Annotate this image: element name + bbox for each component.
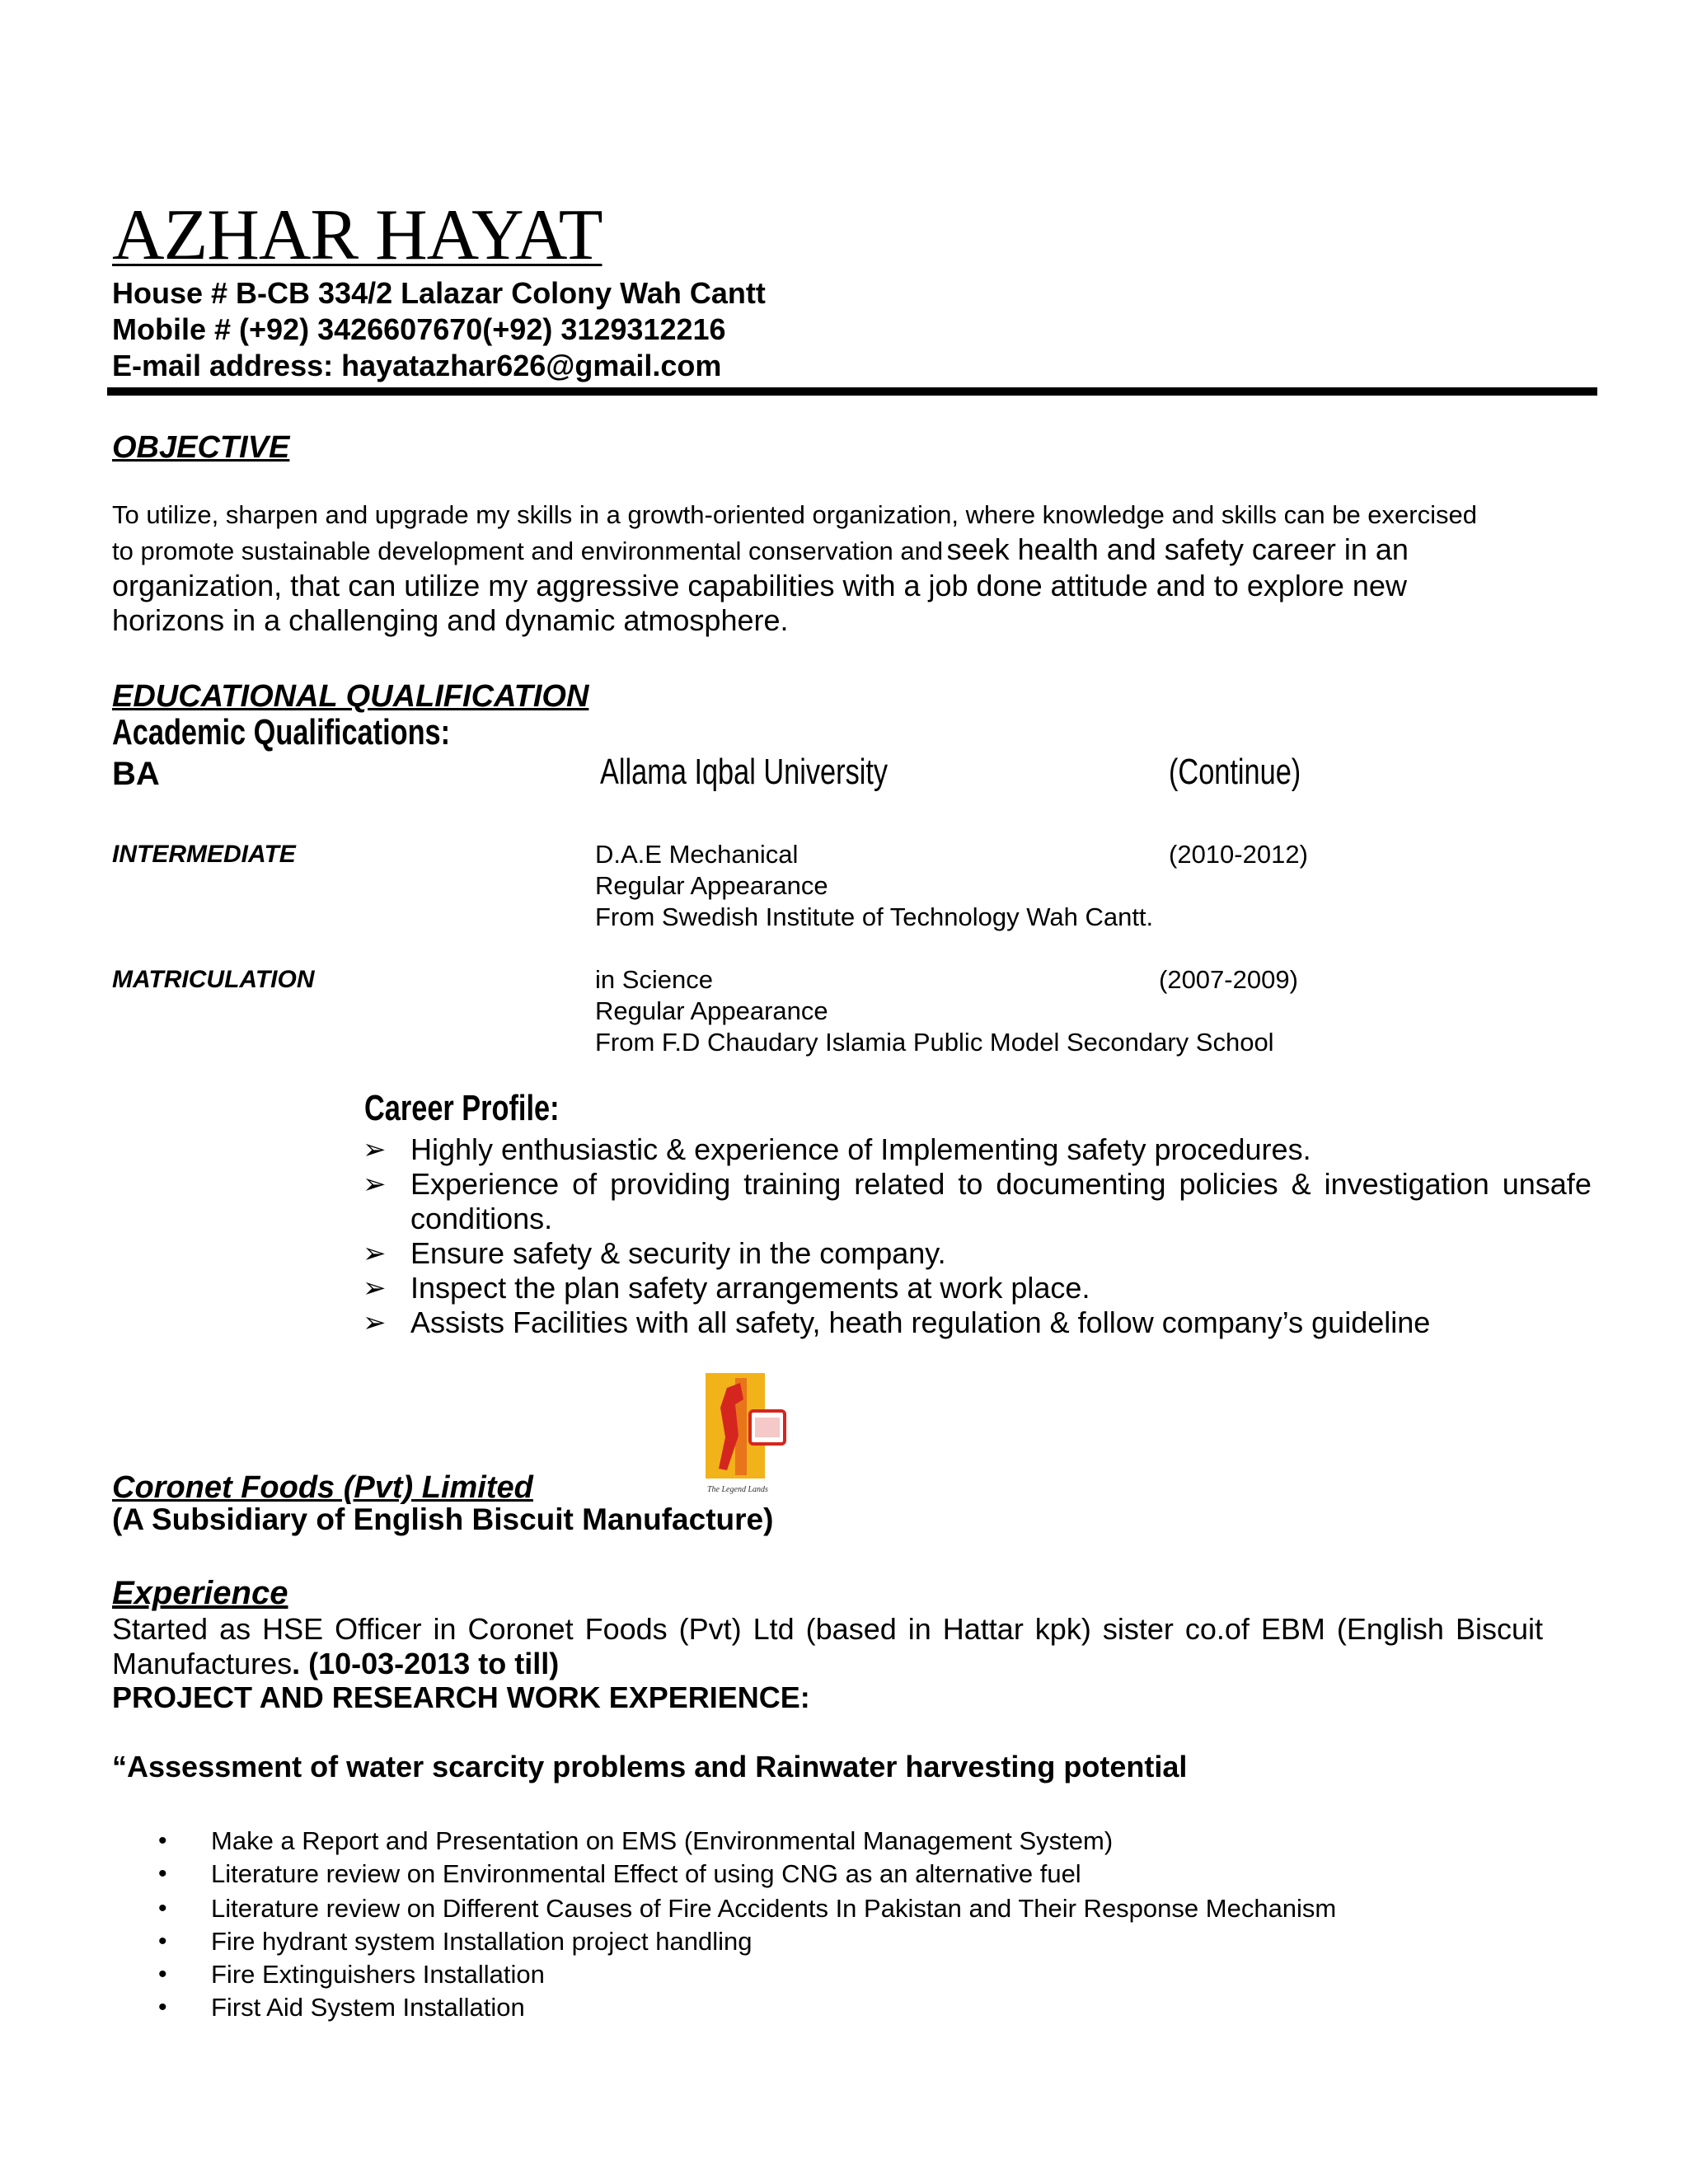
intermediate-line-1: D.A.E Mechanical: [595, 840, 799, 869]
ba-label: BA: [112, 756, 160, 792]
experience-line-1: Started as HSE Officer in Coronet Foods (Pvt) Ltd (based in Hattar kpk) sister co.of EBM (English Biscuit: [112, 1612, 1543, 1646]
project-item: Make a Report and Presentation on EMS (Environmental Management System): [211, 1826, 1114, 1855]
bullet-dot-icon: •: [158, 1928, 167, 1955]
experience-line-2a: Manufactures: [112, 1647, 293, 1680]
ba-institution: Allama Iqbal University: [600, 752, 889, 792]
intermediate-years: (2010-2012): [1169, 840, 1308, 869]
objective-line-2: [112, 532, 1409, 569]
ba-status: (Continue): [1169, 752, 1301, 792]
project-item: Fire hydrant system Installation project handling: [211, 1927, 753, 1956]
objective-line-1: To utilize, sharpen and upgrade my skills in a growth-oriented organization, where knowledge and skills can be exercised: [112, 500, 1477, 529]
project-item: Literature review on Different Causes of Fire Accidents In Pakistan and Their Response Mechanism: [211, 1894, 1337, 1923]
education-heading: EDUCATIONAL QUALIFICATION: [112, 679, 589, 714]
logo-badge-inner: [755, 1418, 780, 1437]
intermediate-line-3: From Swedish Institute of Technology Wah Cantt.: [595, 902, 1154, 931]
matriculation-line-2: Regular Appearance: [595, 996, 828, 1025]
logo-tagline: The Legend Lands: [707, 1485, 768, 1494]
bullet-dot-icon: •: [158, 1895, 167, 1922]
company-logo-icon: [702, 1371, 791, 1500]
arrow-bullet-icon: ➢: [363, 1238, 387, 1269]
matriculation-line-1: in Science: [595, 965, 714, 994]
email-line: E-mail address: hayatazhar626@gmail.com: [112, 349, 722, 382]
arrow-bullet-icon: ➢: [363, 1272, 387, 1304]
academic-qualifications-heading: Academic Qualifications:: [112, 712, 451, 752]
project-title: “Assessment of water scarcity problems and Rainwater harvesting potential: [112, 1750, 1188, 1783]
experience-dates: . (10-03-2013 to till): [292, 1647, 560, 1680]
company-logo-graphic: [702, 1371, 791, 1500]
matriculation-label: MATRICULATION: [112, 966, 315, 993]
experience-heading: Experience: [112, 1575, 288, 1611]
bullet-dot-icon: •: [158, 1994, 167, 2021]
career-item: Inspect the plan safety arrangements at work place.: [410, 1271, 1090, 1305]
bullet-dot-icon: •: [158, 1860, 167, 1887]
project-item: Fire Extinguishers Installation: [211, 1960, 545, 1989]
bullet-dot-icon: •: [158, 1827, 167, 1854]
objective-line-2b: seek health and safety career in an: [946, 532, 1409, 566]
career-item: Experience of providing training related to documenting policies & investigation unsafe: [410, 1167, 1592, 1201]
matriculation-line-3: From F.D Chaudary Islamia Public Model Secondary School: [595, 1028, 1274, 1057]
bullet-dot-icon: •: [158, 1961, 167, 1988]
objective-line-2a: to promote sustainable development and environmental conservation and: [112, 537, 944, 565]
project-item: Literature review on Environmental Effect of using CNG as an alternative fuel: [211, 1859, 1081, 1888]
project-heading: PROJECT AND RESEARCH WORK EXPERIENCE:: [112, 1680, 810, 1714]
career-profile-heading: Career Profile:: [364, 1088, 560, 1128]
matriculation-years: (2007-2009): [1159, 965, 1298, 994]
company-subsidiary: (A Subsidiary of English Biscuit Manufacture): [112, 1502, 774, 1536]
intermediate-line-2: Regular Appearance: [595, 871, 828, 900]
project-item: First Aid System Installation: [211, 1993, 525, 2022]
candidate-name: AZHAR HAYAT: [112, 195, 603, 275]
arrow-bullet-icon: ➢: [363, 1169, 387, 1200]
career-item: Ensure safety & security in the company.: [410, 1236, 946, 1270]
address-line: House # B-CB 334/2 Lalazar Colony Wah Cantt: [112, 276, 766, 310]
arrow-bullet-icon: ➢: [363, 1134, 387, 1165]
career-item-continued: conditions.: [410, 1202, 553, 1235]
objective-line-4: horizons in a challenging and dynamic atmosphere.: [112, 603, 789, 637]
company-name: Coronet Foods (Pvt) Limited: [112, 1470, 533, 1505]
header-divider: [107, 387, 1597, 396]
experience-line-2: [112, 1647, 559, 1681]
objective-heading: OBJECTIVE: [112, 430, 290, 465]
intermediate-label: INTERMEDIATE: [112, 841, 296, 868]
career-item: Highly enthusiastic & experience of Implementing safety procedures.: [410, 1132, 1311, 1166]
career-item: Assists Facilities with all safety, heath regulation & follow company’s guideline: [410, 1305, 1431, 1339]
mobile-line: Mobile # (+92) 3426607670(+92) 3129312216: [112, 312, 726, 346]
objective-line-3: organization, that can utilize my aggressive capabilities with a job done attitude and to explore new: [112, 569, 1407, 602]
arrow-bullet-icon: ➢: [363, 1307, 387, 1338]
